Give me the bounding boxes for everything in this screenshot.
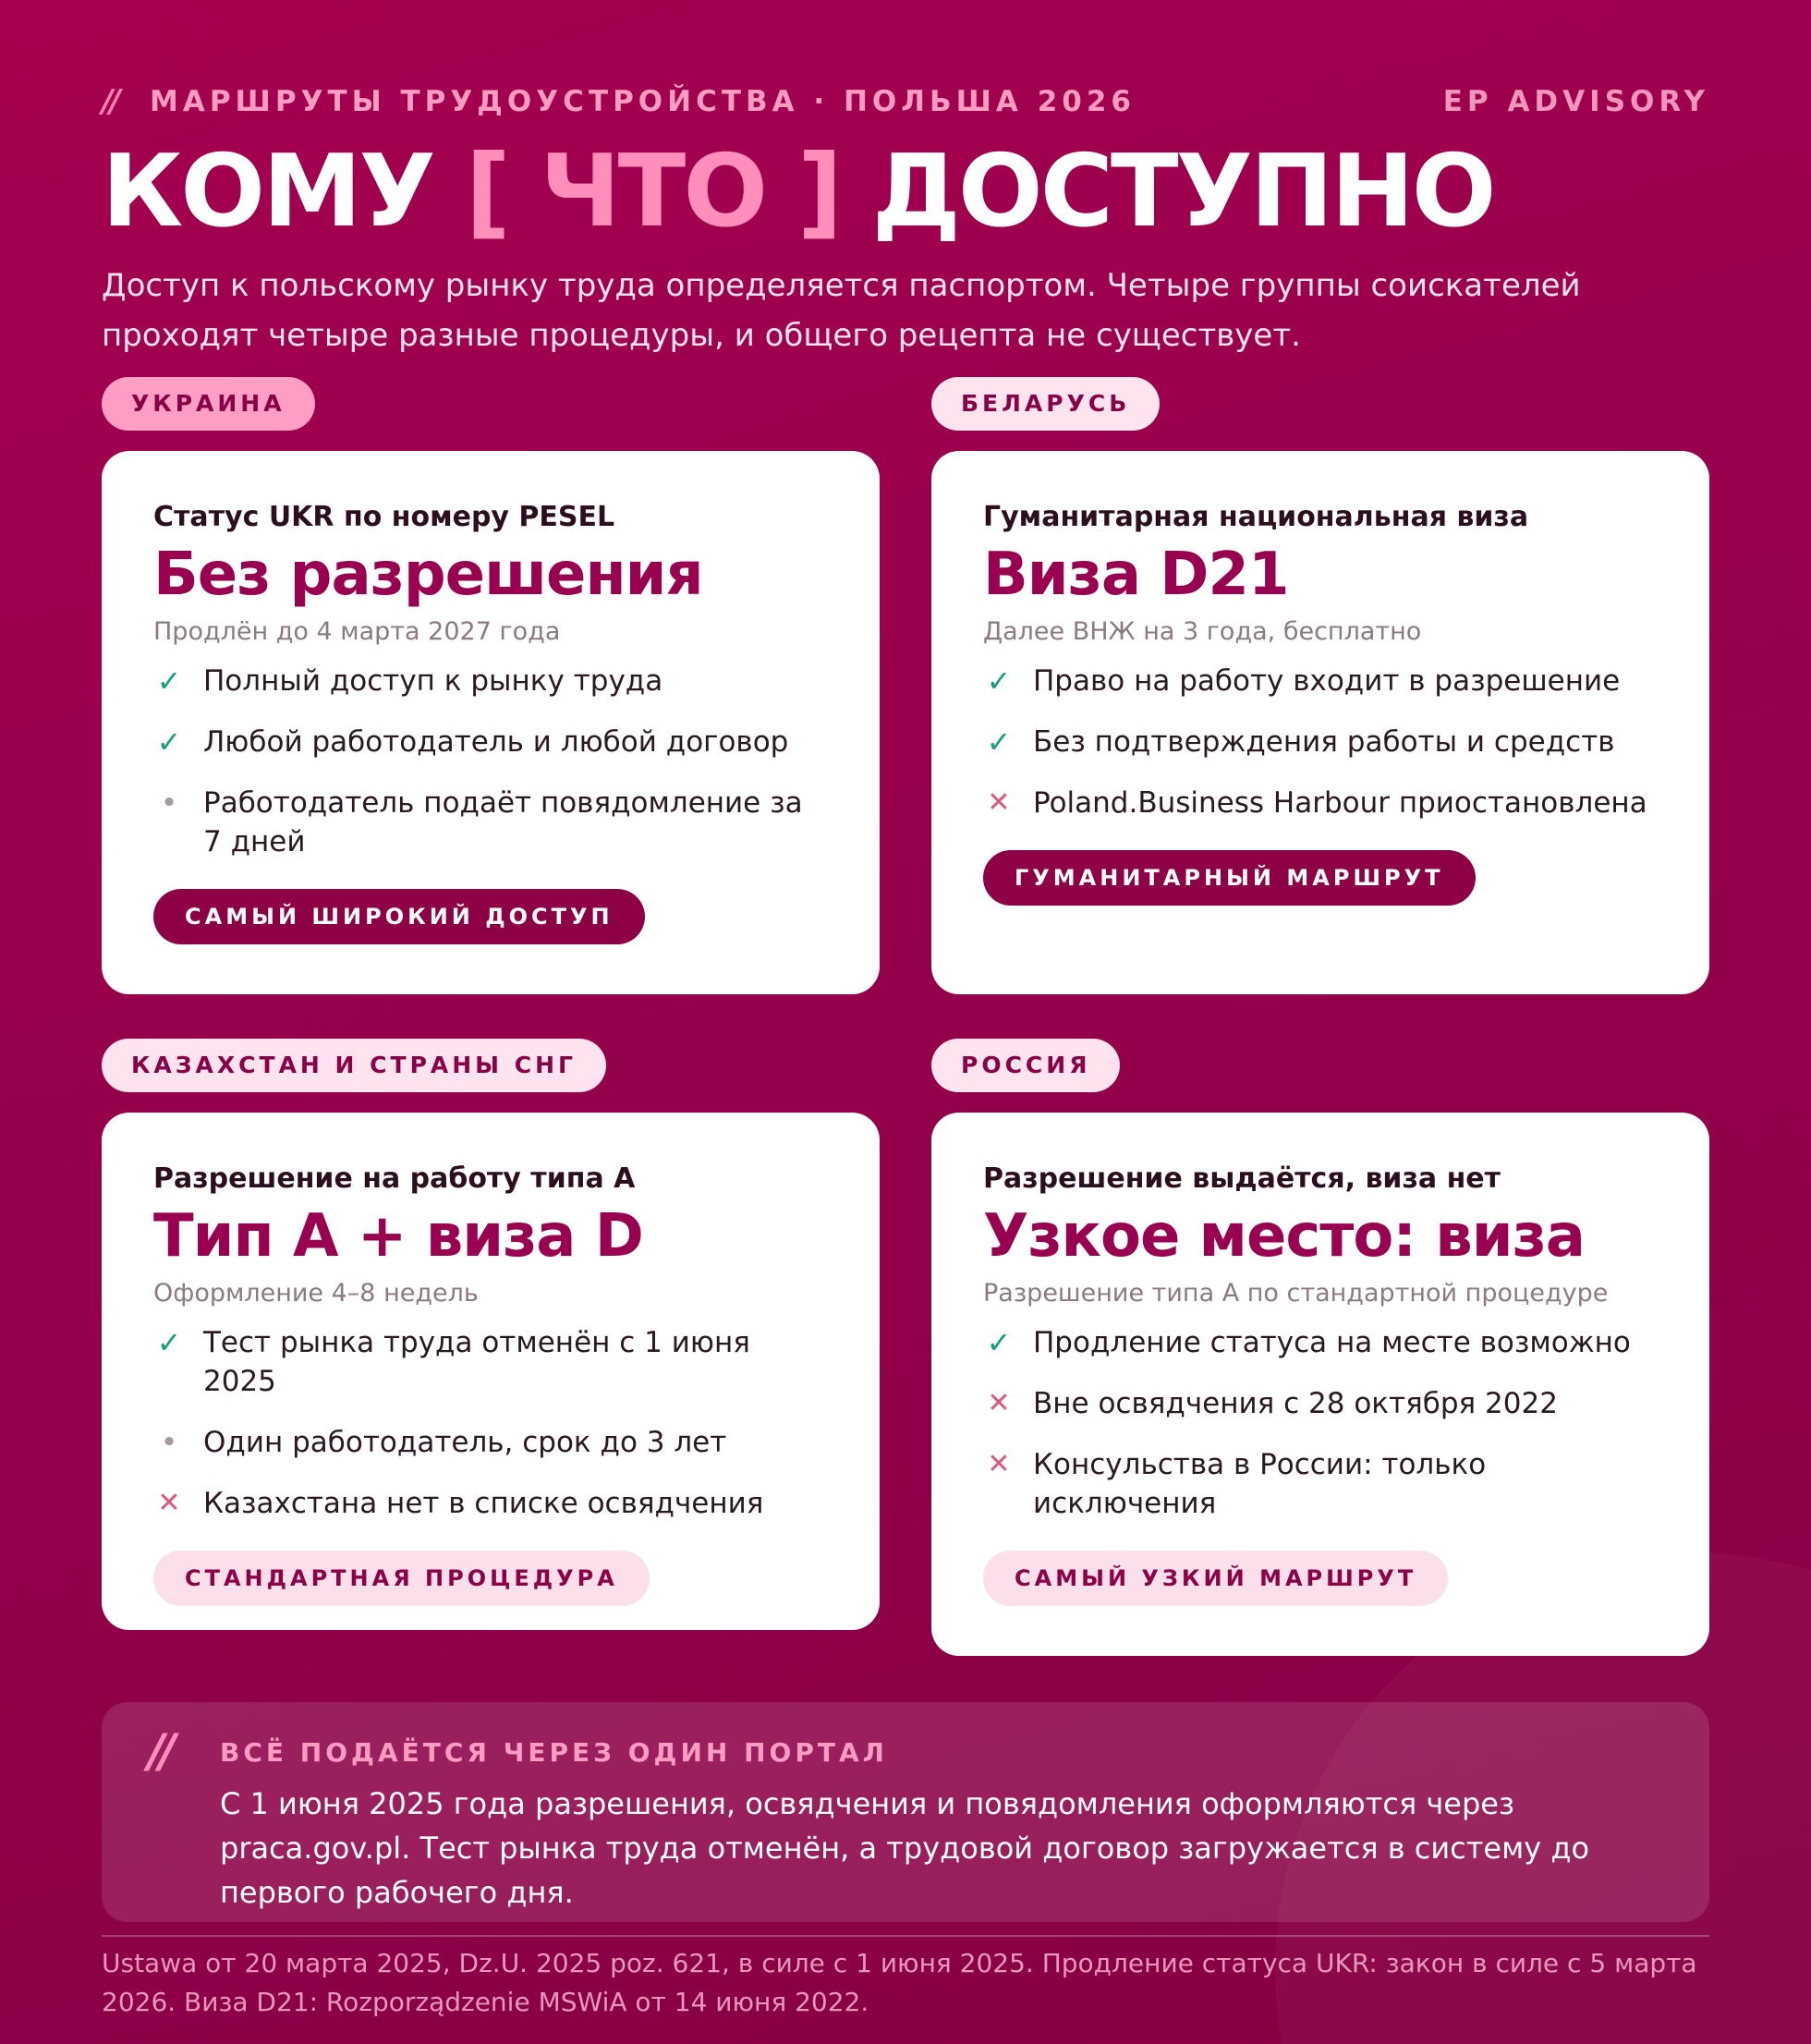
list-item	[153, 662, 828, 700]
headline-after: ДОСТУПНО	[871, 134, 1494, 249]
headline-before: КОМУ	[102, 134, 433, 249]
check-icon: ✓	[986, 1325, 1012, 1360]
headline-accent: [ ЧТО ]	[465, 134, 841, 249]
card-subtitle: Продлён до 4 марта 2027 года	[153, 617, 561, 646]
item-text: Poland.Business Harbour приостановлена	[1033, 786, 1647, 820]
item-text: Один работодатель, срок до 3 лет	[203, 1426, 727, 1459]
cross-icon: ✕	[987, 786, 1011, 819]
list-item	[983, 784, 1658, 822]
check-icon: ✓	[986, 663, 1012, 699]
card-ukraine	[102, 451, 880, 994]
list-item	[153, 784, 828, 861]
card-title: Виза D21	[983, 541, 1289, 609]
slashes-icon: //	[148, 1724, 171, 1778]
list-item	[153, 1323, 828, 1401]
card-subtitle: Далее ВНЖ на 3 года, бесплатно	[983, 617, 1422, 646]
country-pill-russia: РОССИЯ	[931, 1039, 1120, 1092]
card-title: Без разрешения	[153, 541, 703, 609]
card-russia	[931, 1113, 1709, 1656]
feature-list	[983, 1323, 1658, 1523]
card-subtitle: Разрешение типа А по стандартной процедуре	[983, 1279, 1609, 1308]
country-pill-ukraine: УКРАИНА	[102, 377, 315, 431]
card-kazakhstan	[102, 1113, 880, 1630]
check-icon: ✓	[986, 724, 1012, 760]
bullet-icon: •	[161, 789, 177, 817]
cross-icon: ✕	[157, 1487, 181, 1519]
page-title	[102, 134, 1494, 249]
list-item	[983, 1323, 1658, 1362]
item-text: Работодатель подаёт повядомление за 7 дней	[203, 786, 803, 858]
item-text: Право на работу входит в разрешение	[1033, 664, 1621, 698]
item-text: Казахстана нет в списке освядчения	[203, 1487, 764, 1520]
list-item	[153, 1423, 828, 1462]
footnote: Ustawa от 20 марта 2025, Dz.U. 2025 poz. 621, в силе с 1 июня 2025. Продление статуса UKR: закон в силе с 5 марта 2026. Виза D21: Rozporządzenie MSWiA от 14 июня 2022.	[102, 1948, 1697, 2017]
card-belarus	[931, 451, 1709, 994]
list-item	[983, 723, 1658, 761]
divider	[102, 1935, 1709, 1937]
item-text: Без подтверждения работы и средств	[1033, 725, 1615, 759]
country-pill-belarus: БЕЛАРУСЬ	[931, 377, 1160, 431]
note-title: ВСЁ ПОДАЁТСЯ ЧЕРЕЗ ОДИН ПОРТАЛ	[220, 1737, 888, 1768]
feature-list	[983, 662, 1658, 822]
feature-list	[153, 662, 828, 861]
check-icon: ✓	[156, 663, 182, 699]
card-subtitle: Оформление 4–8 недель	[153, 1279, 479, 1308]
top-bar	[102, 85, 1709, 118]
card-kicker: Статус UKR по номеру PESEL	[153, 501, 615, 533]
list-item	[153, 1484, 828, 1523]
brand-name: EP ADVISORY	[1442, 85, 1709, 118]
item-text: Вне освядчения с 28 октября 2022	[1033, 1387, 1558, 1420]
route-badge: ГУМАНИТАРНЫЙ МАРШРУТ	[983, 850, 1476, 906]
lede: Доступ к польскому рынку труда определяется паспортом. Четыре группы соискателей проходят четыре разные процедуры, и общего рецепта не существует.	[102, 267, 1581, 354]
route-badge: СТАНДАРТНАЯ ПРОЦЕДУРА	[153, 1551, 650, 1606]
check-icon: ✓	[156, 724, 182, 760]
card-title: Узкое место: виза	[983, 1202, 1585, 1271]
check-icon: ✓	[156, 1325, 182, 1360]
list-item	[983, 1445, 1658, 1523]
card-kicker: Разрешение выдаётся, виза нет	[983, 1162, 1501, 1195]
route-badge: САМЫЙ ШИРОКИЙ ДОСТУП	[153, 889, 645, 944]
slashes-icon: //	[102, 83, 117, 120]
card-kicker: Гуманитарная национальная виза	[983, 501, 1529, 533]
card-title: Тип А + виза D	[153, 1202, 643, 1271]
note-text: С 1 июня 2025 года разрешения, освядчения и повядомления оформляются через praca.gov.pl. Тест рынка труда отменён, а трудовой договор загружается в систему до первого рабочего дня.	[220, 1786, 1590, 1910]
header-kicker: МАРШРУТЫ ТРУДОУСТРОЙСТВА · ПОЛЬША 2026	[150, 85, 1136, 118]
route-badge: САМЫЙ УЗКИЙ МАРШРУТ	[983, 1551, 1448, 1606]
cross-icon: ✕	[987, 1448, 1011, 1480]
item-text: Продление статуса на месте возможно	[1033, 1326, 1631, 1359]
list-item	[983, 662, 1658, 700]
feature-list	[153, 1323, 828, 1523]
portal-note	[102, 1702, 1709, 1922]
list-item	[983, 1384, 1658, 1423]
item-text: Полный доступ к рынку труда	[203, 664, 663, 698]
cross-icon: ✕	[987, 1387, 1011, 1419]
bullet-icon: •	[161, 1429, 177, 1456]
list-item	[153, 723, 828, 761]
item-text: Тест рынка труда отменён с 1 июня 2025	[203, 1326, 750, 1398]
item-text: Любой работодатель и любой договор	[203, 725, 789, 759]
card-kicker: Разрешение на работу типа А	[153, 1162, 636, 1195]
item-text: Консульства в России: только исключения	[1033, 1448, 1487, 1520]
country-pill-kazakhstan: КАЗАХСТАН И СТРАНЫ СНГ	[102, 1039, 606, 1092]
